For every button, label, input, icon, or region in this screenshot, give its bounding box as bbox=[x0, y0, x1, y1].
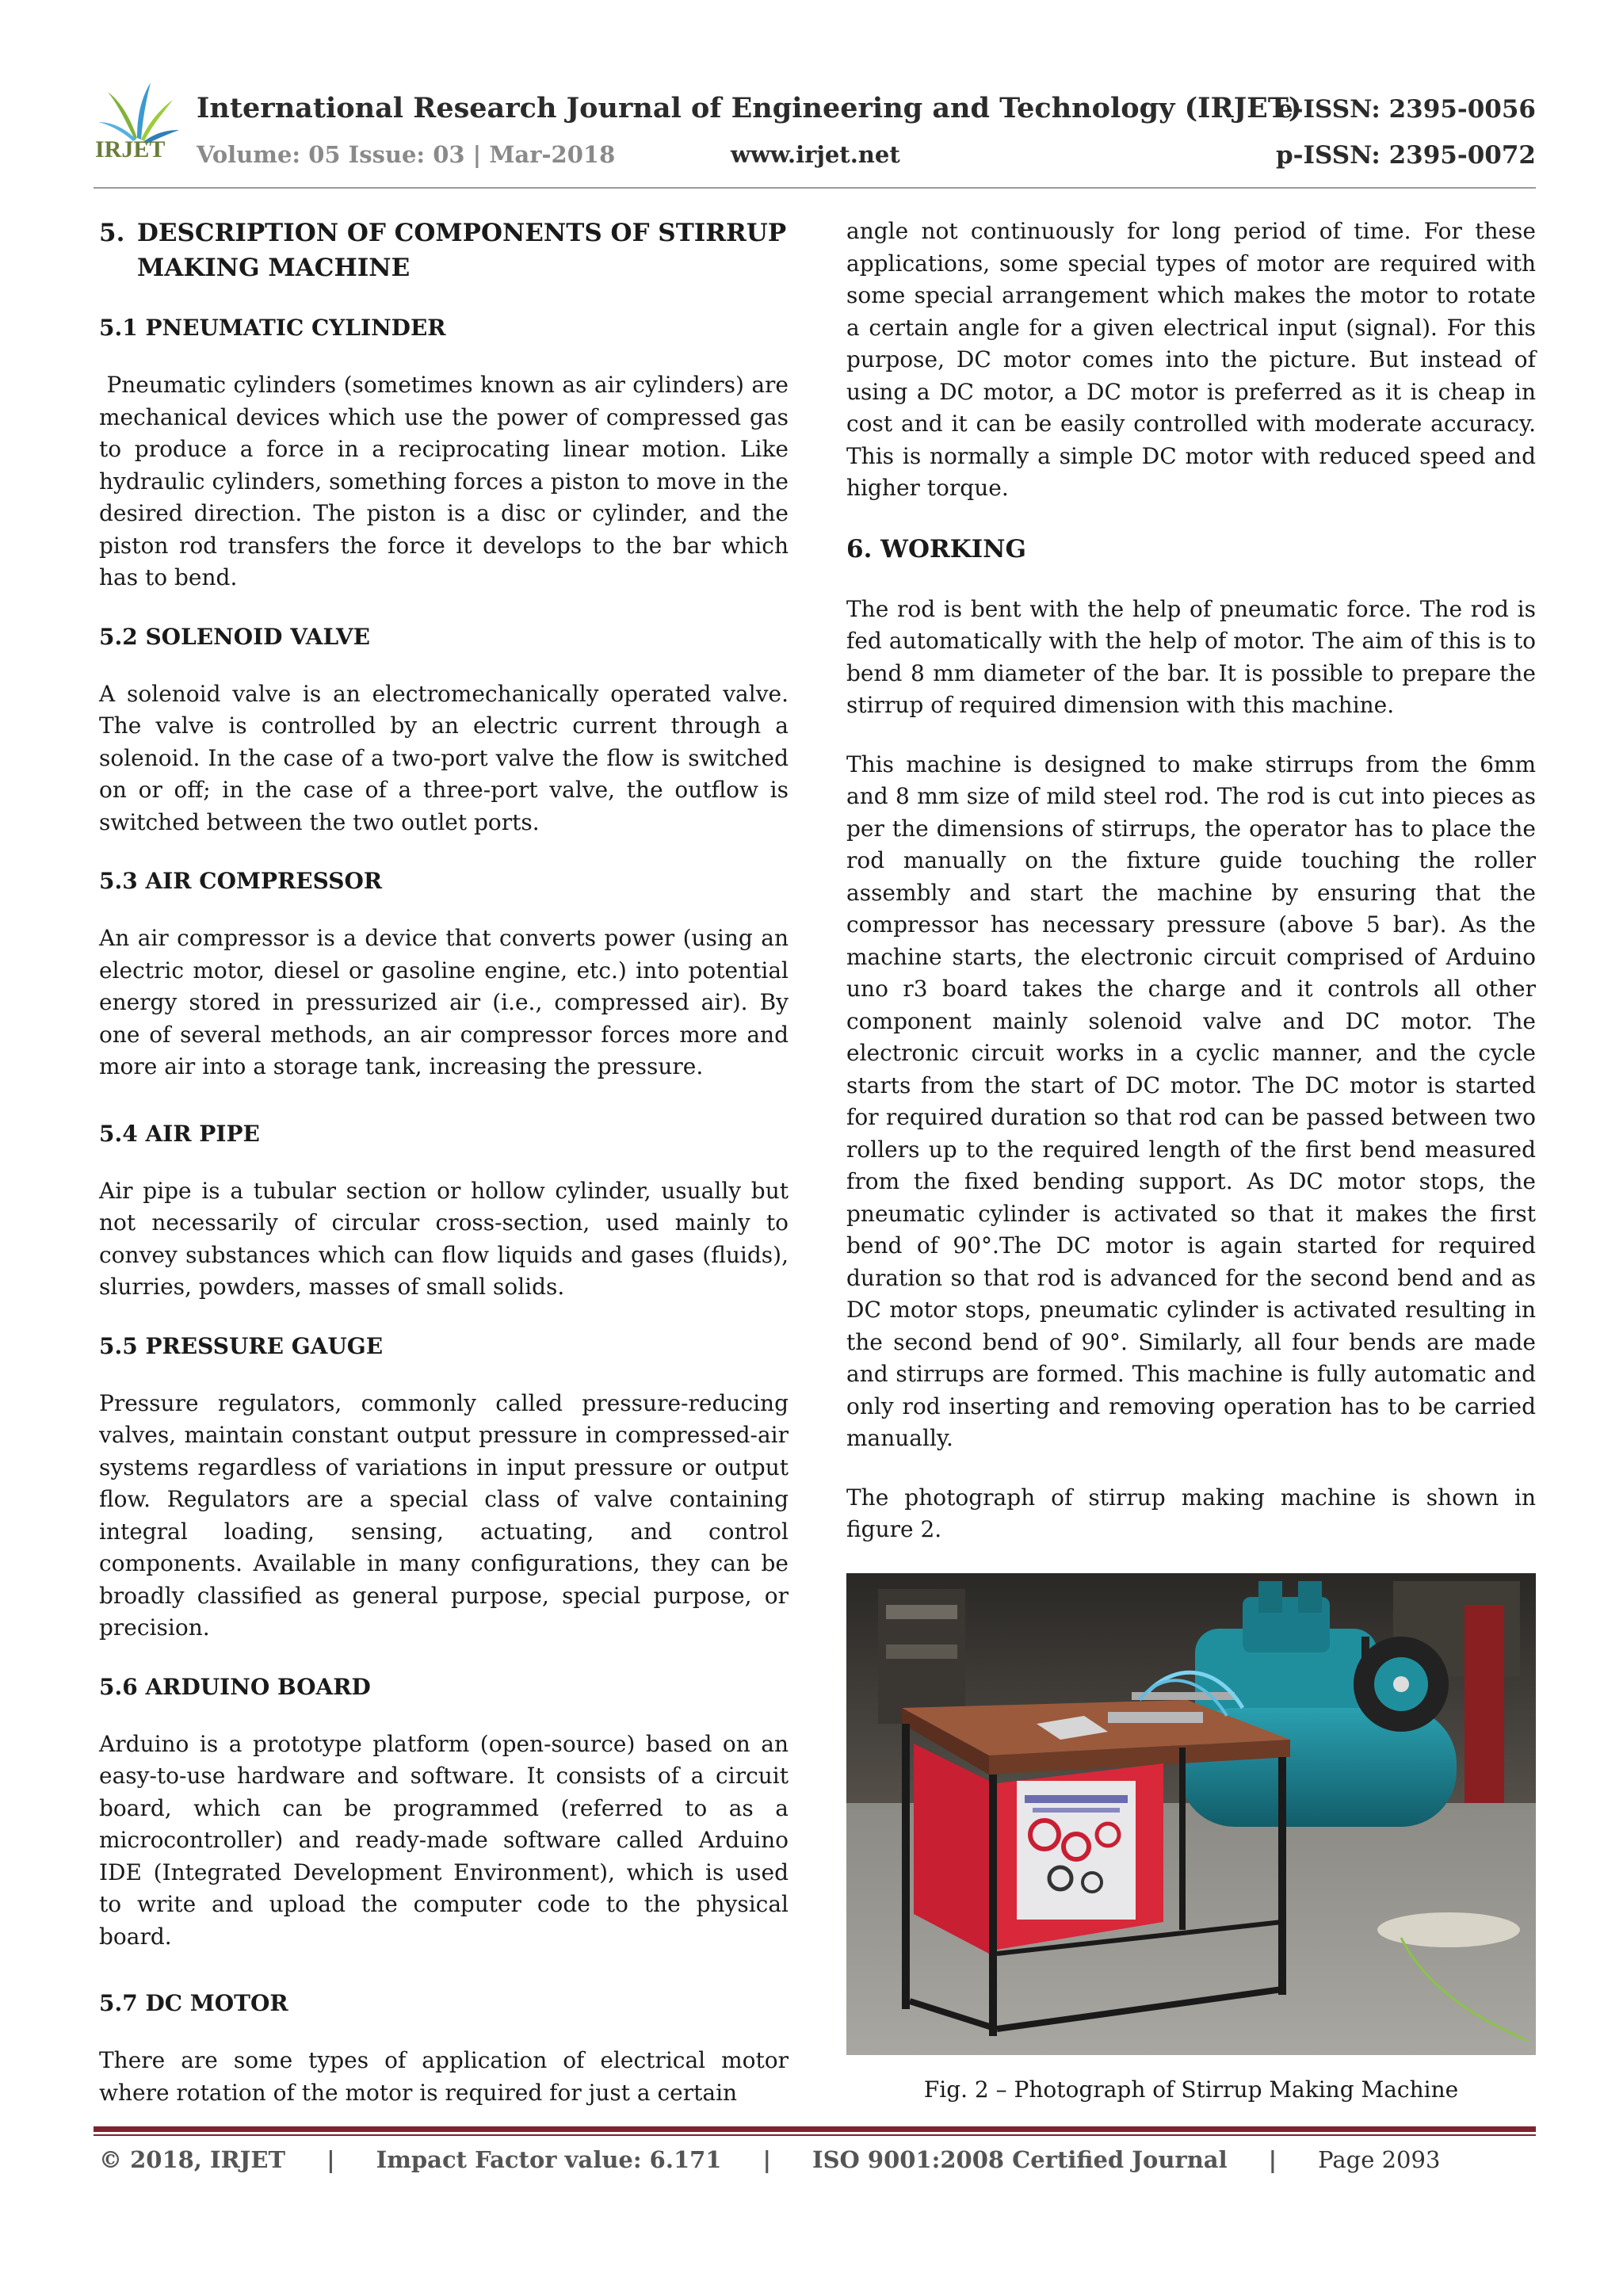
paragraph-5-6: Arduino is a prototype platform (open-source) based on an easy-to-use hardware and software. It consists of a circuit board, which can be programmed (referred to as a microcontroller) and ready-made software called Arduino IDE (Integrated Development Environment), which is used to write and upload the computer code to the physical board. bbox=[99, 1730, 789, 1950]
page-footer bbox=[99, 2146, 1440, 2173]
heading-5-7: 5.7 DC MOTOR bbox=[99, 1990, 288, 2016]
right-column bbox=[846, 216, 1536, 2106]
copyright: © 2018, IRJET bbox=[99, 2146, 286, 2173]
journal-website: www.irjet.net bbox=[731, 141, 900, 168]
paragraph-6-1: The rod is bent with the help of pneumatic force. The rod is fed automatically with the help of motor. The aim of this is to bend 8 mm diameter of the bar. It is possible to prepare the stirrup of required dimension with this machine. bbox=[846, 595, 1536, 718]
heading-5-2: 5.2 SOLENOID VALVE bbox=[99, 623, 370, 650]
heading-5-3: 5.3 AIR COMPRESSOR bbox=[99, 868, 383, 894]
e-issn: e-ISSN: 2395-0056 bbox=[1277, 95, 1536, 124]
heading-5-6: 5.6 ARDUINO BOARD bbox=[99, 1673, 371, 1700]
impact-factor: Impact Factor value: 6.171 bbox=[376, 2146, 722, 2173]
footer-rule-thick bbox=[94, 2126, 1536, 2132]
p-issn: p-ISSN: 2395-0072 bbox=[1275, 141, 1536, 170]
paragraph-5-5: Pressure regulators, commonly called pressure-reducing valves, maintain constant output pressure in compressed-air systems regardless of variations in input pressure or output flow. Regulators are a special class of valve containing integral loading, sensing, actuating, and control components. Available in many configurations, they can be broadly classified as general purpose, special purpose, or precision. bbox=[99, 1389, 789, 1641]
logo-wordmark: IRJET bbox=[95, 136, 166, 162]
footer-separator: | bbox=[327, 2146, 335, 2173]
machine-photograph bbox=[846, 1573, 1536, 2055]
header-divider bbox=[94, 187, 1536, 189]
heading-5-4: 5.4 AIR PIPE bbox=[99, 1120, 260, 1147]
section-6-heading: 6. WORKING bbox=[846, 534, 1026, 563]
section-5-heading bbox=[99, 216, 789, 285]
section-title: DESCRIPTION OF COMPONENTS OF STIRRUP MAKING MACHINE bbox=[137, 219, 787, 282]
footer-separator: | bbox=[762, 2146, 772, 2173]
paragraph-5-3: An air compressor is a device that converts power (using an electric motor, diesel or gasoline engine, etc.) into potential energy stored in pressurized air (i.e., compressed air). By one of several methods, an air compressor forces more and more air into a storage tank, increasing the pressure. bbox=[99, 925, 789, 1079]
page-header bbox=[94, 71, 1536, 190]
paragraph-5-1: Pneumatic cylinders (sometimes known as air cylinders) are mechanical devices which use the power of compressed gas to produce a force in a reciprocating linear motion. Like hydraulic cylinders, something forces a piston to move in the desired direction. The piston is a disc or cylinder, and the piston rod transfers the force it develops to the bar which has to bend. bbox=[99, 372, 796, 590]
heading-5-5: 5.5 PRESSURE GAUGE bbox=[99, 1332, 384, 1359]
paragraph-6-2: This machine is designed to make stirrups from the 6mm and 8 mm size of mild steel rod. The rod is cut into pieces as per the dimensions of stirrups, the operator has to place the rod manually on the fixture guide touching the roller assembly and start the machine by ensuring that the compressor has necessary pressure (above 5 bar). As the machine starts, the electronic circuit comprised of Arduino uno r3 board takes the charge and it controls all other component mainly solenoid valve and DC motor. The electronic circuit works in a cyclic manner, and the cycle starts from the start of DC motor. The DC motor is started for required duration so that rod can be passed between two rollers up to the required length of the first bend measured from the fixed bending support. As DC motor stops, the pneumatic cylinder is activated so that it makes the first bend of 90°.The DC motor is again started for required duration so that rod is advanced for the second bend and as DC motor stops, pneumatic cylinder is activated resulting in the second bend of 90°. Similarly, all four bends are made and stirrups are formed. This machine is fully automatic and only rod inserting and removing operation has to be carried manually. bbox=[846, 751, 1536, 1451]
volume-issue: Volume: 05 Issue: 03 | Mar-2018 bbox=[197, 141, 616, 168]
heading-5-1: 5.1 PNEUMATIC CYLINDER bbox=[99, 315, 446, 341]
paragraph-5-7-continued: angle not continuously for long period of time. For these applications, some special types of motor are required with some special arrangement which makes the motor to rotate a certain angle for a given electrical input (signal). For this purpose, DC motor comes into the picture. But instead of using a DC motor, a DC motor is preferred as it is cheap in cost and it can be easily controlled with moderate accuracy. This is normally a simple DC motor with reduced speed and higher torque. bbox=[846, 218, 1536, 501]
left-column bbox=[99, 216, 796, 2136]
footer-rule-thin bbox=[94, 2134, 1536, 2136]
paragraph-5-2: A solenoid valve is an electromechanically operated valve. The valve is controlled by an electric current through a solenoid. In the case of a two-port valve the flow is switched on or off; in the case of a three-port valve, the outflow is switched between the two outlet ports. bbox=[99, 680, 789, 835]
paragraph-6-3: The photograph of stirrup making machine is shown in figure 2. bbox=[846, 1484, 1536, 1542]
iso-certification: ISO 9001:2008 Certified Journal bbox=[812, 2146, 1228, 2173]
figure-caption: Fig. 2 – Photograph of Stirrup Making Machine bbox=[923, 2076, 1459, 2103]
page-number: Page 2093 bbox=[1318, 2146, 1441, 2173]
journal-title: International Research Journal of Engineering and Technology (IRJET) bbox=[197, 92, 1302, 124]
paragraph-5-7: There are some types of application of electrical motor where rotation of the motor is required for just a certain bbox=[99, 2047, 789, 2106]
paragraph-5-4: Air pipe is a tubular section or hollow cylinder, usually but not necessarily of circular cross-section, used mainly to convey substances which can flow liquids and gases (fluids), slurries, powders, masses of small solids. bbox=[99, 1177, 789, 1300]
machine-photo-illustration bbox=[846, 1573, 1536, 2055]
section-number: 5. bbox=[99, 219, 125, 247]
footer-separator: | bbox=[1268, 2146, 1277, 2173]
